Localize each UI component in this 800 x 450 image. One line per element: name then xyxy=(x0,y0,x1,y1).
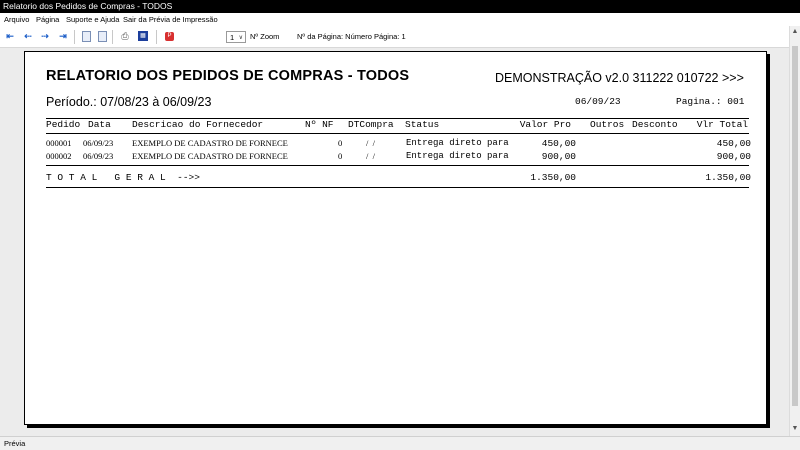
window-title: Relatorio dos Pedidos de Compras - TODOS xyxy=(0,0,800,13)
cell-pedido: 000001 xyxy=(46,138,72,148)
single-page-icon[interactable] xyxy=(82,31,91,42)
col-pedido: Pedido xyxy=(46,119,81,130)
cell-dtcompra xyxy=(366,151,375,161)
zoom-value: 1 xyxy=(230,33,235,42)
cell-valor-pro: 450,00 xyxy=(541,138,576,149)
col-status: Status xyxy=(405,119,440,130)
header-divider xyxy=(46,133,749,134)
last-page-icon[interactable]: ⇥ xyxy=(59,31,67,41)
col-valor-pro: Valor Pro xyxy=(519,119,571,130)
col-vlr-total: Vlr Total xyxy=(696,119,748,130)
toolbar-separator xyxy=(156,30,157,44)
toolbar-separator xyxy=(112,30,113,44)
scrollbar-thumb[interactable] xyxy=(792,46,798,406)
vertical-scrollbar[interactable] xyxy=(789,26,800,436)
menu-arquivo[interactable]: Arquivo xyxy=(4,15,30,24)
menu-bar xyxy=(0,13,800,26)
scroll-up-icon[interactable]: ▲ xyxy=(791,28,799,35)
scroll-down-icon[interactable]: ▼ xyxy=(791,425,799,432)
toolbar-separator xyxy=(74,30,75,44)
col-dtcompra: DTCompra xyxy=(348,119,394,130)
cell-pedido: 000002 xyxy=(46,151,72,161)
menu-sair-previa[interactable]: Sair da Prévia de Impressão xyxy=(123,15,218,24)
cell-vlr-total: 900,00 xyxy=(716,151,751,162)
cell-data: 06/09/23 xyxy=(83,151,114,161)
report-period: Período.: 07/08/23 à 06/09/23 xyxy=(46,95,212,109)
zoom-label: Nº Zoom xyxy=(250,32,280,41)
page-setup-icon[interactable]: ▦ xyxy=(138,31,148,41)
zoom-select[interactable] xyxy=(226,31,246,43)
col-nf: Nº NF xyxy=(305,119,334,130)
cell-nf: 0 xyxy=(338,138,343,148)
demo-version: DEMONSTRAÇÃO v2.0 311222 010722 >>> xyxy=(495,71,744,85)
first-page-icon[interactable]: ⇤ xyxy=(6,31,14,41)
col-desconto: Desconto xyxy=(632,119,678,130)
page-number-label: Nº da Página: Número Página: 1 xyxy=(297,32,406,41)
cell-vlr-total: 450,00 xyxy=(716,138,751,149)
col-fornecedor: Descricao do Fornecedor xyxy=(132,119,264,130)
cell-fornecedor: EXEMPLO DE CADASTRO DE FORNECE xyxy=(132,138,288,148)
chevron-down-icon: ∨ xyxy=(238,35,243,41)
cell-dtcompra xyxy=(366,138,375,148)
cell-fornecedor: EXEMPLO DE CADASTRO DE FORNECE xyxy=(132,151,288,161)
menu-pagina[interactable]: Página xyxy=(36,15,60,24)
total-valor-pro: 1.350,00 xyxy=(530,172,576,183)
total-geral-label: T O T A L G E R A L -->> xyxy=(46,172,200,183)
report-date: 06/09/23 xyxy=(575,96,621,107)
total-divider xyxy=(46,165,749,166)
report-title: RELATORIO DOS PEDIDOS DE COMPRAS - TODOS xyxy=(46,68,410,84)
menu-suporte[interactable]: Suporte e Ajuda xyxy=(66,15,120,24)
previous-page-icon[interactable]: ⇠ xyxy=(24,31,32,41)
export-pdf-icon[interactable]: P xyxy=(165,32,174,41)
cell-status: Entrega direto para xyxy=(406,151,509,161)
cell-dtcompra-text: / / xyxy=(366,151,375,161)
report-page xyxy=(24,51,767,425)
cell-dtcompra-text: / / xyxy=(366,138,375,148)
next-page-icon[interactable]: ⇢ xyxy=(41,31,49,41)
print-icon[interactable]: ⎙ xyxy=(121,31,129,41)
total-vlr-total: 1.350,00 xyxy=(705,172,751,183)
cell-status: Entrega direto para xyxy=(406,138,509,148)
col-data: Data xyxy=(88,119,111,130)
two-pages-icon[interactable] xyxy=(98,31,107,42)
cell-valor-pro: 900,00 xyxy=(541,151,576,162)
cell-nf: 0 xyxy=(338,151,343,161)
cell-data: 06/09/23 xyxy=(83,138,114,148)
report-page-number: Pagina.: 001 xyxy=(676,96,745,107)
status-bar: Prévia xyxy=(0,436,800,450)
col-outros: Outros xyxy=(590,119,625,130)
footer-divider xyxy=(46,187,749,188)
